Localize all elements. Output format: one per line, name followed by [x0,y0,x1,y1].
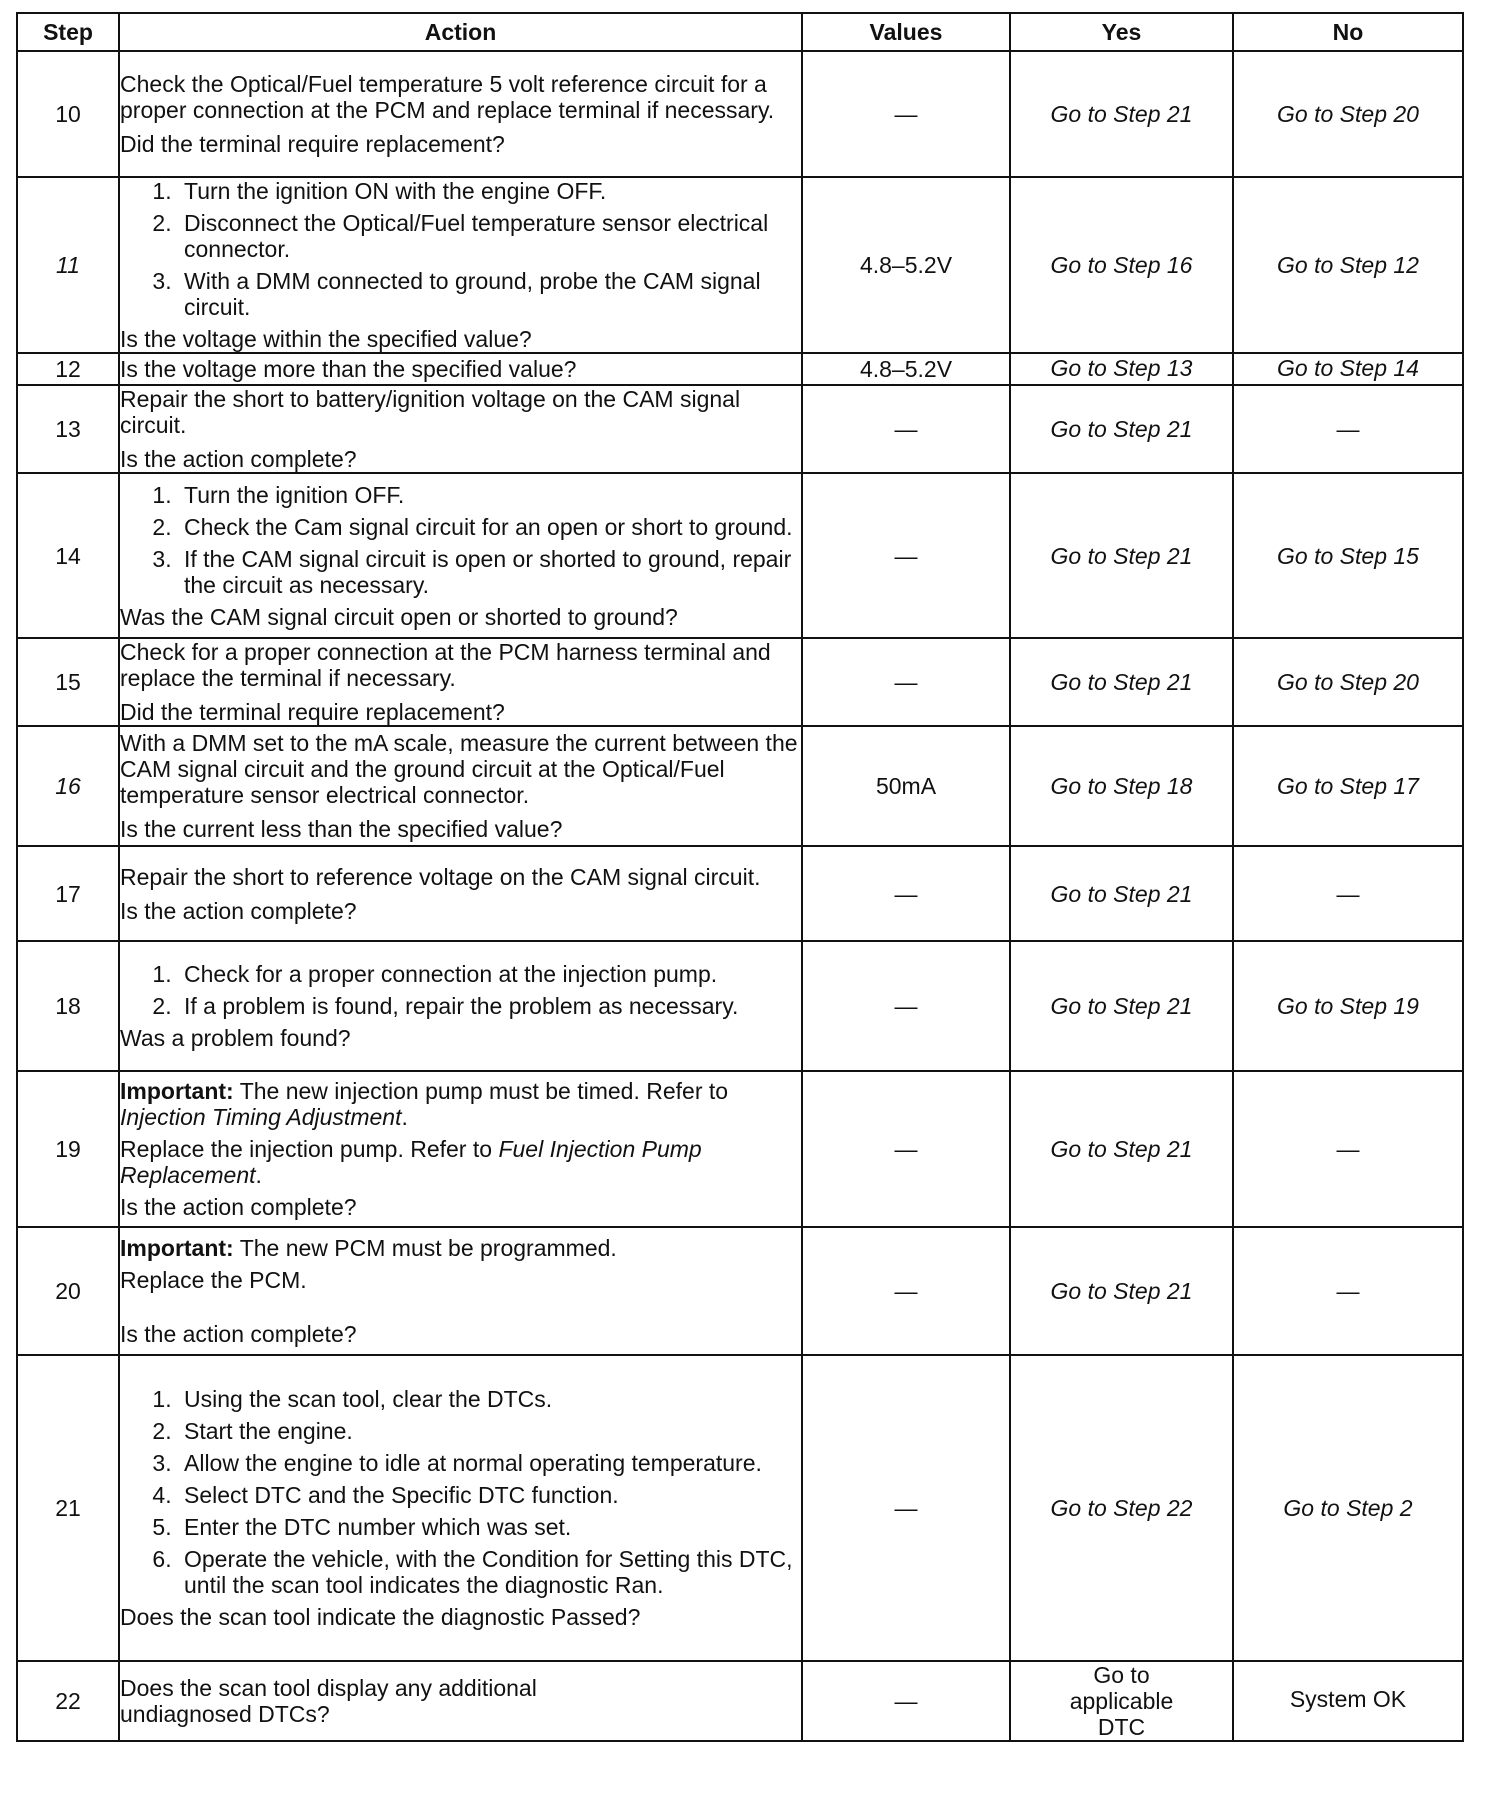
action-list-item: 3. If the CAM signal circuit is open or shorted to ground, repair the circuit as necessary. [178,546,801,598]
table-row [17,51,1463,177]
values-cell: — [802,638,1010,726]
step-number: 16 [17,726,119,846]
values-cell: — [802,1071,1010,1227]
yes-cell: Go to Step 21 [1010,846,1233,941]
table-row [17,1227,1463,1355]
action-list-item: 1. Check for a proper connection at the injection pump. [178,961,801,987]
replace-text: Replace the PCM. [120,1267,307,1293]
header-yes: Yes [1010,13,1233,51]
no-cell: Go to Step 20 [1233,51,1463,177]
action-list [120,178,801,320]
step-number: 10 [17,51,119,177]
action-question: Does the scan tool display any additional undiagnosed DTCs? [120,1675,537,1727]
action-cell [119,473,802,638]
action-text: Check the Optical/Fuel temperature 5 volt reference circuit for a proper connection at the PCM and replace terminal if necessary. [120,71,775,123]
no-cell: — [1233,1071,1463,1227]
step-number: 11 [17,177,119,353]
action-question: Did the terminal require replacement? [120,131,505,157]
table-row [17,846,1463,941]
header-no: No [1233,13,1463,51]
yes-cell: Go to Step 21 [1010,51,1233,177]
yes-cell: Go to Step 21 [1010,473,1233,638]
action-cell [119,941,802,1071]
values-cell: 4.8–5.2V [802,353,1010,385]
table-row [17,385,1463,473]
table-row [17,353,1463,385]
values-cell: — [802,1661,1010,1741]
action-list-item: 1. Using the scan tool, clear the DTCs. [178,1386,801,1412]
values-cell: — [802,941,1010,1071]
no-cell: Go to Step 2 [1233,1355,1463,1661]
action-list [120,1386,801,1598]
yes-cell: Go to Step 21 [1010,1227,1233,1355]
action-list-item: 5. Enter the DTC number which was set. [178,1514,801,1540]
action-cell [119,1355,802,1661]
action-list-item: 2. If a problem is found, repair the problem as necessary. [178,993,801,1019]
replace-text: Replace the injection pump. Refer to [120,1136,493,1162]
header-values: Values [802,13,1010,51]
action-question: Did the terminal require replacement? [120,699,505,725]
action-question: Is the action complete? [120,1194,357,1220]
values-cell: — [802,1227,1010,1355]
table-row [17,941,1463,1071]
no-cell: Go to Step 15 [1233,473,1463,638]
yes-cell: Go to Step 16 [1010,177,1233,353]
action-cell [119,726,802,846]
yes-cell: Go to Step 21 [1010,941,1233,1071]
no-cell: Go to Step 20 [1233,638,1463,726]
action-question: Is the action complete? [120,1321,357,1347]
table-row [17,473,1463,638]
action-cell [119,1227,802,1355]
important-text: The new PCM must be programmed. [239,1235,617,1261]
important-reference: Injection Timing Adjustment [120,1104,402,1130]
table-row [17,1661,1463,1741]
step-number: 20 [17,1227,119,1355]
action-question: Is the voltage more than the specified value? [120,356,577,382]
step-number: 15 [17,638,119,726]
action-list-item: 6. Operate the vehicle, with the Condition for Setting this DTC, until the scan tool indicates the diagnostic Ran. [178,1546,801,1598]
action-question: Is the voltage within the specified value? [120,326,532,352]
action-list-item: 2. Check the Cam signal circuit for an open or short to ground. [178,514,801,540]
action-cell [119,1661,802,1741]
important-note [120,1235,801,1261]
step-number: 14 [17,473,119,638]
action-cell [119,1071,802,1227]
action-text: Repair the short to battery/ignition voltage on the CAM signal circuit. [120,386,741,438]
values-cell: — [802,473,1010,638]
no-cell: Go to Step 14 [1233,353,1463,385]
yes-cell: Go to Step 13 [1010,353,1233,385]
header-step: Step [17,13,119,51]
action-cell [119,51,802,177]
action-text: Repair the short to reference voltage on the CAM signal circuit. [120,863,761,890]
diagnostic-table-sheet [16,12,1464,1742]
yes-cell: Go to Step 21 [1010,1071,1233,1227]
step-number: 13 [17,385,119,473]
values-cell: — [802,1355,1010,1661]
yes-cell: Go to Step 18 [1010,726,1233,846]
no-cell: — [1233,385,1463,473]
step-number: 21 [17,1355,119,1661]
no-cell: System OK [1233,1661,1463,1741]
period: . [255,1162,262,1188]
yes-cell: Go to Step 21 [1010,638,1233,726]
action-list-item: 2. Start the engine. [178,1418,801,1444]
action-cell [119,353,802,385]
yes-cell: Go to Step 21 [1010,385,1233,473]
action-list [120,961,801,1019]
important-text: The new injection pump must be timed. Refer to [239,1078,729,1104]
no-cell: — [1233,846,1463,941]
values-cell: — [802,846,1010,941]
replace-reference: Fuel Injection Pump Replacement [120,1136,702,1188]
action-list-item: 3. Allow the engine to idle at normal operating temperature. [178,1450,801,1476]
diagnostic-table [16,12,1464,1742]
action-list-item: 1. Turn the ignition OFF. [178,482,801,508]
action-text: Check for a proper connection at the PCM harness terminal and replace the terminal if necessary. [120,639,771,691]
yes-cell: Go to Step 22 [1010,1355,1233,1661]
action-list-item: 4. Select DTC and the Specific DTC function. [178,1482,801,1508]
step-number: 17 [17,846,119,941]
table-row [17,1355,1463,1661]
action-list-item: 1. Turn the ignition ON with the engine OFF. [178,178,801,204]
important-note [120,1078,801,1130]
table-row [17,1071,1463,1227]
no-cell: Go to Step 19 [1233,941,1463,1071]
action-cell [119,177,802,353]
values-cell: — [802,51,1010,177]
values-cell: — [802,385,1010,473]
yes-cell: Go to applicable DTC [1010,1661,1233,1741]
action-question: Was the CAM signal circuit open or shorted to ground? [120,603,678,630]
action-list-item: 3. With a DMM connected to ground, probe the CAM signal circuit. [178,268,801,320]
no-cell: Go to Step 17 [1233,726,1463,846]
action-question: Is the current less than the specified value? [120,816,563,842]
header-action: Action [119,13,802,51]
action-text: With a DMM set to the mA scale, measure the current between the CAM signal circuit and the ground circuit at the Optical/Fuel temperature sensor electrical connector. [120,730,798,808]
step-number: 12 [17,353,119,385]
important-label: Important: [120,1235,234,1261]
action-list [120,482,801,598]
replace-note [120,1136,801,1188]
action-list-item: 2. Disconnect the Optical/Fuel temperature sensor electrical connector. [178,210,801,262]
action-question: Is the action complete? [120,446,357,472]
step-number: 19 [17,1071,119,1227]
header-row [17,13,1463,51]
action-question: Is the action complete? [120,897,357,924]
no-cell: Go to Step 12 [1233,177,1463,353]
important-label: Important: [120,1078,234,1104]
period: . [401,1104,408,1130]
table-row [17,177,1463,353]
values-cell: 4.8–5.2V [802,177,1010,353]
action-cell [119,846,802,941]
action-cell [119,638,802,726]
step-number: 18 [17,941,119,1071]
table-row [17,726,1463,846]
step-number: 22 [17,1661,119,1741]
no-cell: — [1233,1227,1463,1355]
action-question: Was a problem found? [120,1025,351,1051]
action-cell [119,385,802,473]
values-cell: 50mA [802,726,1010,846]
table-row [17,638,1463,726]
action-question: Does the scan tool indicate the diagnostic Passed? [120,1604,641,1630]
